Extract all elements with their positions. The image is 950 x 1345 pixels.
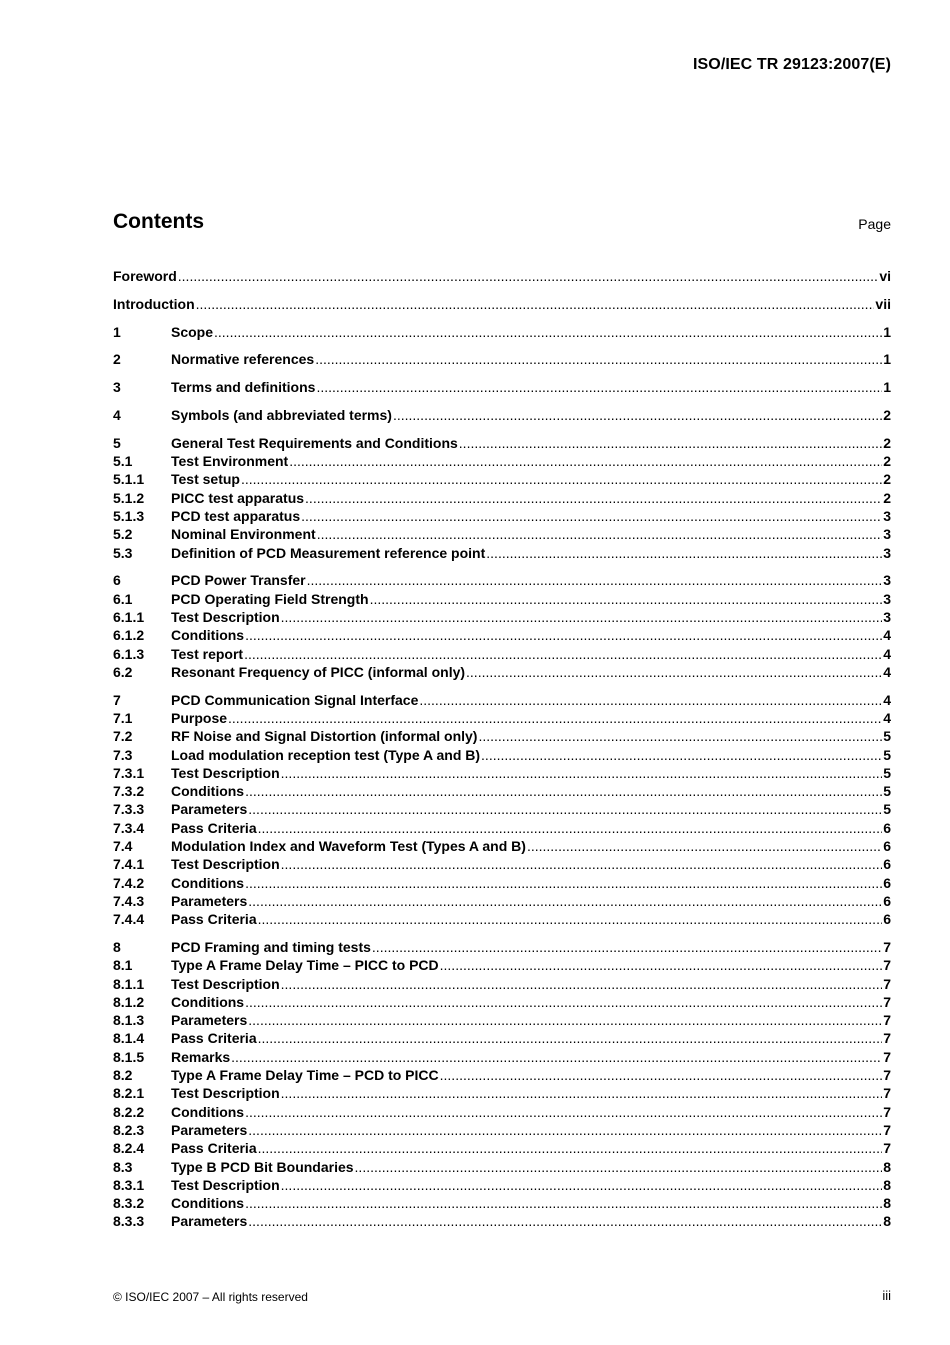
toc-entry[interactable] (113, 526, 891, 544)
toc-entry[interactable] (113, 783, 891, 801)
toc-dot-leader (281, 856, 883, 872)
toc-entry-number: 8.2.4 (113, 1140, 145, 1157)
toc-entry-title: RF Noise and Signal Distortion (informal only) (171, 728, 478, 745)
toc-dot-leader (248, 1213, 882, 1229)
toc-entry-number: 8.1 (113, 957, 133, 974)
toc-entry-title: Test Description (171, 975, 280, 992)
toc-entry-page: 1 (883, 323, 891, 340)
toc-dot-leader (245, 994, 882, 1010)
toc-entry-number: 7.3.4 (113, 819, 145, 836)
toc-entry[interactable] (113, 268, 891, 286)
toc-entry-page: 3 (883, 544, 891, 561)
toc-entry-title: Conditions (171, 627, 245, 644)
toc-entry-number: 5.1.1 (113, 471, 145, 488)
toc-entry-number: 4 (113, 406, 121, 423)
toc-dot-leader (440, 957, 883, 973)
toc-entry-title: Test Description (171, 608, 280, 625)
toc-entry-title: Definition of PCD Measurement reference point (171, 544, 486, 561)
toc-entry[interactable] (113, 856, 891, 874)
toc-entry[interactable] (113, 976, 891, 994)
toc-entry[interactable] (113, 407, 891, 425)
toc-entry-title: Terms and definitions (171, 379, 316, 396)
toc-entry-page: 6 (883, 856, 891, 873)
toc-entry-page: 3 (883, 572, 891, 589)
toc-entry[interactable] (113, 911, 891, 929)
toc-dot-leader (317, 526, 883, 542)
copyright-notice: © ISO/IEC 2007 – All rights reserved (113, 1290, 308, 1304)
toc-entry-title: Type B PCD Bit Boundaries (171, 1158, 354, 1175)
toc-entry-number: 1 (113, 323, 121, 340)
toc-entry-page: 8 (883, 1195, 891, 1212)
toc-dot-leader (248, 893, 882, 909)
toc-entry-number: 6.1.3 (113, 645, 145, 662)
toc-entry[interactable] (113, 801, 891, 819)
toc-entry-number: 8.3 (113, 1158, 133, 1175)
toc-entry-number: 5.2 (113, 526, 133, 543)
toc-dot-leader (245, 1104, 882, 1120)
toc-entry-number: 8.3.2 (113, 1195, 145, 1212)
toc-entry-page: 4 (883, 627, 891, 644)
toc-entry-number: 5.3 (113, 544, 133, 561)
toc-dot-leader (231, 1049, 882, 1065)
toc-entry-number: 6.1 (113, 590, 133, 607)
toc-dot-leader (245, 1195, 882, 1211)
toc-entry[interactable] (113, 453, 891, 471)
toc-entry-page: 8 (883, 1176, 891, 1193)
toc-entry-page: 3 (883, 507, 891, 524)
toc-entry-number: 6 (113, 572, 121, 589)
toc-entry-number: 7.4.3 (113, 892, 145, 909)
toc-entry-page: 7 (883, 1140, 891, 1157)
toc-entry-page: 7 (883, 939, 891, 955)
toc-entry[interactable] (113, 1085, 891, 1103)
toc-entry-number: 8.2 (113, 1067, 133, 1084)
toc-entry-title: Normative references (171, 351, 315, 368)
toc-dot-leader (370, 591, 883, 607)
toc-entry-number: 8.1.5 (113, 1048, 145, 1065)
toc-entry-number: 5.1 (113, 453, 133, 470)
toc-entry-number: 7.1 (113, 709, 133, 726)
toc-entry[interactable] (113, 435, 891, 453)
toc-entry-title: PCD Communication Signal Interface (171, 691, 419, 708)
toc-dot-leader (245, 627, 882, 643)
toc-dot-leader (281, 609, 883, 625)
toc-entry[interactable] (113, 646, 891, 664)
toc-entry-title: Test setup (171, 471, 240, 488)
toc-dot-leader (527, 838, 882, 854)
toc-dot-leader (258, 1030, 883, 1046)
toc-entry-title: Remarks (171, 1048, 231, 1065)
toc-entry-title: Load modulation reception test (Type A and B) (171, 746, 481, 763)
toc-entry-page: 1 (883, 351, 891, 368)
toc-dot-leader (440, 1067, 883, 1083)
toc-entry[interactable] (113, 957, 891, 975)
toc-dot-leader (486, 545, 882, 561)
toc-dot-leader (315, 351, 882, 367)
toc-entry[interactable] (113, 939, 891, 957)
toc-entry[interactable] (113, 820, 891, 838)
toc-entry-number: 7.2 (113, 728, 133, 745)
toc-entry-page: 2 (883, 489, 891, 506)
toc-dot-leader (305, 490, 882, 506)
toc-entry-number: 2 (113, 351, 121, 368)
toc-entry-number: 6.1.2 (113, 627, 145, 644)
toc-entry-title: Conditions (171, 783, 245, 800)
toc-dot-leader (245, 783, 882, 799)
toc-entry-number: 8.2.2 (113, 1103, 145, 1120)
toc-entry-page: 2 (883, 471, 891, 488)
toc-dot-leader (393, 407, 882, 423)
toc-entry-page: 3 (883, 526, 891, 543)
toc-entry-number: 8 (113, 939, 121, 955)
toc-entry-number: 7.4.1 (113, 856, 145, 873)
toc-entry-page: 7 (883, 1103, 891, 1120)
toc-entry[interactable] (113, 471, 891, 489)
toc-entry-number: 5.1.3 (113, 507, 145, 524)
toc-dot-leader (355, 1159, 883, 1175)
toc-entry-page: 2 (883, 434, 891, 451)
toc-entry-page: 7 (883, 1067, 891, 1084)
toc-entry-page: 5 (883, 728, 891, 745)
toc-dot-leader (228, 710, 882, 726)
toc-entry-page: 8 (883, 1213, 891, 1230)
toc-entry[interactable] (113, 627, 891, 645)
toc-entry-title: Conditions (171, 874, 245, 891)
toc-entry-page: 7 (883, 957, 891, 974)
toc-entry-number: 8.3.3 (113, 1213, 145, 1230)
toc-entry-page: 6 (883, 874, 891, 891)
toc-entry-page: 8 (883, 1158, 891, 1175)
page-number: iii (882, 1288, 891, 1303)
toc-entry-title: Resonant Frequency of PICC (informal only) (171, 663, 466, 680)
toc-entry-page: 7 (883, 975, 891, 992)
toc-entry-page: 5 (883, 746, 891, 763)
toc-dot-leader (281, 976, 883, 992)
toc-dot-leader (459, 435, 882, 451)
toc-entry-page: 4 (883, 645, 891, 662)
toc-entry-page: 7 (883, 1030, 891, 1047)
toc-entry-title: Pass Criteria (171, 819, 257, 836)
toc-entry-number: 7.4.2 (113, 874, 145, 891)
toc-entry-number: 7.3 (113, 746, 133, 763)
toc-entry-page: vii (875, 295, 891, 312)
toc-entry-title: Introduction (113, 295, 195, 312)
toc-entry-page: vi (879, 268, 891, 284)
toc-entry-title: General Test Requirements and Conditions (171, 434, 458, 451)
toc-entry[interactable] (113, 1140, 891, 1158)
toc-dot-leader (258, 820, 883, 836)
toc-entry[interactable] (113, 572, 891, 590)
toc-entry[interactable] (113, 545, 891, 563)
contents-title: Contents (113, 210, 204, 233)
toc-entry-title: Parameters (171, 1213, 248, 1230)
toc-entry-title: Scope (171, 323, 214, 340)
toc-entry-page: 6 (883, 892, 891, 909)
toc-entry-title: Test Description (171, 764, 280, 781)
toc-dot-leader (248, 801, 882, 817)
toc-entry-number: 5.1.2 (113, 489, 145, 506)
toc-entry-page: 4 (883, 663, 891, 680)
toc-entry-page: 6 (883, 911, 891, 928)
toc-dot-leader (372, 939, 882, 955)
toc-entry-title: Conditions (171, 1195, 245, 1212)
toc-entry-title: Symbols (and abbreviated terms) (171, 406, 392, 423)
toc-entry-number: 8.1.1 (113, 975, 145, 992)
toc-entry-number: 7.3.1 (113, 764, 145, 781)
toc-entry-title: Purpose (171, 709, 228, 726)
toc-entry-page: 7 (883, 1085, 891, 1102)
toc-entry-title: Type A Frame Delay Time – PICC to PCD (171, 957, 439, 974)
toc-entry-title: Conditions (171, 993, 245, 1010)
toc-entry-title: PCD Power Transfer (171, 572, 306, 589)
toc-entry[interactable] (113, 324, 891, 342)
page-column-label: Page (858, 216, 891, 232)
toc-entry-title: Parameters (171, 1121, 248, 1138)
toc-entry-number: 6.2 (113, 663, 133, 680)
toc-entry[interactable] (113, 728, 891, 746)
toc-entry[interactable] (113, 351, 891, 369)
toc-entry[interactable] (113, 591, 891, 609)
toc-entry-number: 8.2.3 (113, 1121, 145, 1138)
table-of-contents (113, 268, 891, 1232)
toc-dot-leader (281, 1085, 883, 1101)
toc-dot-leader (281, 765, 883, 781)
toc-entry-page: 7 (883, 993, 891, 1010)
toc-entry-page: 6 (883, 819, 891, 836)
toc-entry-page: 7 (883, 1048, 891, 1065)
toc-entry[interactable] (113, 893, 891, 911)
toc-entry-title: Pass Criteria (171, 1140, 257, 1157)
toc-entry-page: 5 (883, 764, 891, 781)
toc-entry[interactable] (113, 1067, 891, 1085)
toc-entry-page: 5 (883, 801, 891, 818)
toc-entry-page: 6 (883, 838, 891, 855)
toc-entry[interactable] (113, 508, 891, 526)
toc-dot-leader (196, 296, 875, 312)
toc-entry-number: 7 (113, 691, 121, 708)
toc-entry-page: 2 (883, 453, 891, 470)
toc-entry-title: Test Description (171, 856, 280, 873)
toc-dot-leader (241, 471, 882, 487)
toc-entry-title: Parameters (171, 892, 248, 909)
toc-entry-number: 8.1.2 (113, 993, 145, 1010)
toc-dot-leader (307, 572, 883, 588)
toc-dot-leader (245, 875, 882, 891)
toc-dot-leader (258, 1140, 883, 1156)
toc-entry-title: Test Environment (171, 453, 289, 470)
toc-entry[interactable] (113, 692, 891, 710)
toc-entry-title: Parameters (171, 801, 248, 818)
toc-entry-page: 7 (883, 1012, 891, 1029)
toc-entry-title: Conditions (171, 1103, 245, 1120)
toc-entry[interactable] (113, 1159, 891, 1177)
toc-entry-number: 5 (113, 434, 121, 451)
toc-entry[interactable] (113, 490, 891, 508)
toc-entry-title: Pass Criteria (171, 911, 257, 928)
toc-entry-title: PCD Operating Field Strength (171, 590, 369, 607)
toc-entry[interactable] (113, 747, 891, 765)
toc-entry-number: 8.3.1 (113, 1176, 145, 1193)
toc-entry-page: 7 (883, 1121, 891, 1138)
toc-entry[interactable] (113, 1030, 891, 1048)
toc-dot-leader (316, 379, 882, 395)
toc-entry[interactable] (113, 1177, 891, 1195)
toc-entry-title: Pass Criteria (171, 1030, 257, 1047)
toc-dot-leader (481, 747, 882, 763)
toc-entry-title: Foreword (113, 268, 177, 284)
toc-dot-leader (244, 646, 882, 662)
toc-dot-leader (214, 324, 882, 340)
toc-dot-leader (248, 1012, 882, 1028)
toc-dot-leader (301, 508, 882, 524)
toc-entry-title: Type A Frame Delay Time – PCD to PICC (171, 1067, 439, 1084)
toc-entry[interactable] (113, 765, 891, 783)
toc-entry-title: Test Description (171, 1085, 280, 1102)
toc-entry-title: PCD test apparatus (171, 507, 301, 524)
toc-entry[interactable] (113, 875, 891, 893)
toc-dot-leader (419, 692, 882, 708)
toc-entry[interactable] (113, 664, 891, 682)
toc-dot-leader (258, 911, 883, 927)
toc-entry-number: 7.4 (113, 838, 133, 855)
toc-dot-leader (178, 268, 879, 284)
toc-entry-number: 8.1.4 (113, 1030, 145, 1047)
toc-dot-leader (289, 453, 882, 469)
toc-entry-page: 3 (883, 590, 891, 607)
toc-entry[interactable] (113, 379, 891, 397)
toc-entry[interactable] (113, 1122, 891, 1140)
toc-entry-number: 7.3.3 (113, 801, 145, 818)
toc-entry-title: Nominal Environment (171, 526, 316, 543)
toc-entry[interactable] (113, 710, 891, 728)
toc-entry-title: Parameters (171, 1012, 248, 1029)
toc-dot-leader (466, 664, 882, 680)
toc-dot-leader (281, 1177, 883, 1193)
toc-entry-number: 7.3.2 (113, 783, 145, 800)
toc-entry[interactable] (113, 609, 891, 627)
document-id: ISO/IEC TR 29123:2007(E) (692, 56, 891, 73)
toc-entry[interactable] (113, 1195, 891, 1213)
toc-entry[interactable] (113, 1049, 891, 1067)
toc-entry[interactable] (113, 1213, 891, 1231)
toc-entry-number: 8.2.1 (113, 1085, 145, 1102)
toc-dot-leader (248, 1122, 882, 1138)
toc-entry-page: 5 (883, 783, 891, 800)
toc-entry-page: 4 (883, 691, 891, 708)
toc-entry-number: 3 (113, 379, 121, 396)
toc-entry-number: 6.1.1 (113, 608, 145, 625)
toc-entry[interactable] (113, 838, 891, 856)
toc-entry[interactable] (113, 994, 891, 1012)
toc-entry-page: 2 (883, 406, 891, 423)
toc-entry[interactable] (113, 1012, 891, 1030)
toc-entry-page: 3 (883, 608, 891, 625)
toc-entry[interactable] (113, 296, 891, 314)
toc-entry-title: Modulation Index and Waveform Test (Types A and B) (171, 838, 526, 855)
toc-entry-page: 4 (883, 709, 891, 726)
toc-entry[interactable] (113, 1104, 891, 1122)
toc-entry-title: PCD Framing and timing tests (171, 939, 371, 955)
toc-dot-leader (478, 728, 882, 744)
toc-entry-page: 1 (883, 379, 891, 396)
toc-entry-title: Test Description (171, 1176, 280, 1193)
toc-entry-number: 8.1.3 (113, 1012, 145, 1029)
toc-entry-number: 7.4.4 (113, 911, 145, 928)
toc-entry-title: Test report (171, 645, 244, 662)
toc-entry-title: PICC test apparatus (171, 489, 305, 506)
